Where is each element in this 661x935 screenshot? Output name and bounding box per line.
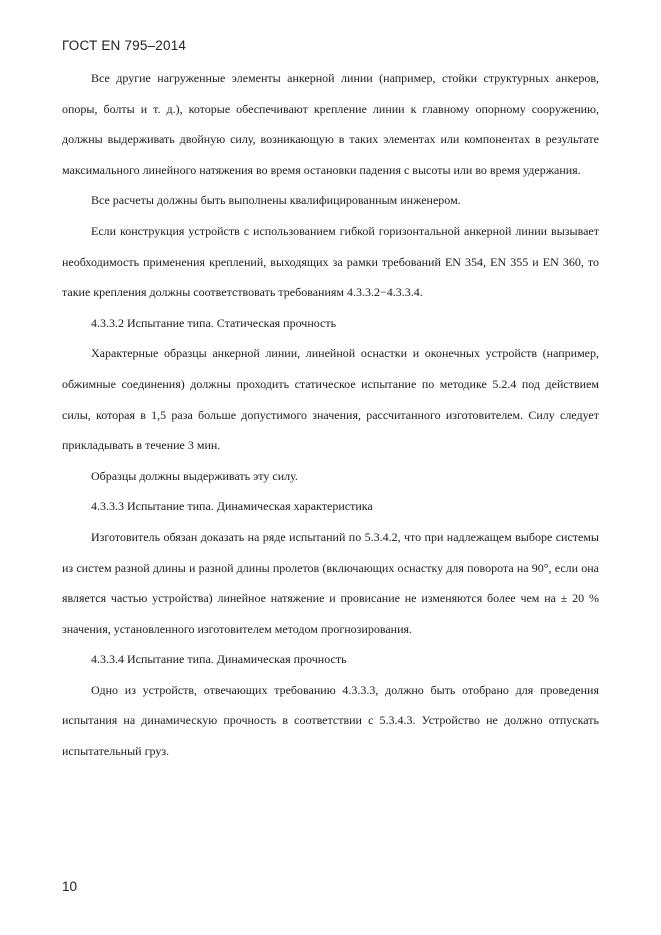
section-heading-4-3-3-4: 4.3.3.4 Испытание типа. Динамическая прочность: [91, 652, 347, 667]
paragraph-anchor-elements: Все другие нагруженные элементы анкерной линии (например, стойки структурных анкеров, опоры, болты и т. д.), которые обеспечивают крепление линии к главному опорному сооружению, должны выдерживать двойную силу, возникающую в таких элементах или компонентах в результате максимального линейного натяжения во время остановки падения с высоты или во время удержания.: [62, 71, 599, 177]
document-header: ГОСТ EN 795–2014: [62, 38, 187, 53]
paragraph-static-test: Характерные образцы анкерной линии, линейной оснастки и оконечных устройств (например, обжимные соединения) должны проходить статическое испытание по методике 5.2.4 под действием силы, которая в 1,5 раза больше допустимого значения, рассчитанного изготовителем. Силу следует прикладывать в течение 3 мин.: [62, 346, 599, 453]
paragraph-samples-withstand: Образцы должны выдерживать эту силу.: [91, 468, 298, 483]
paragraph-calculations: Все расчеты должны быть выполнены квалифицированным инженером.: [91, 193, 461, 208]
paragraph-dynamic-characteristic: Изготовитель обязан доказать на ряде испытаний по 5.3.4.2, что при надлежащем выборе системы из систем разной длины и разной длины пролетов (включающих оснастку для поворота на 90°, если она является частью устройства) линейное натяжение и провисание не изменяются более чем на ± 20 % значения, установленного изготовителем методом прогнозирования.: [62, 529, 599, 636]
page-number: 10: [62, 879, 78, 894]
document-body: [62, 63, 599, 767]
paragraph-flexible-line: Если конструкция устройств с использованием гибкой горизонтальной анкерной линии вызывает необходимость применения креплений, выходящих за рамки требований EN 354, EN 355 и EN 360, то такие крепления должны соответствовать требованиям 4.3.3.2−4.3.3.4.: [62, 223, 599, 300]
section-heading-4-3-3-2: 4.3.3.2 Испытание типа. Статическая прочность: [91, 315, 337, 330]
paragraph-dynamic-strength: Одно из устройств, отвечающих требованию 4.3.3.3, должно быть отобрано для проведения испытания на динамическую прочность в соответствии с 5.3.4.3. Устройство не должно отпускать испытательный груз.: [62, 682, 599, 759]
section-heading-4-3-3-3: 4.3.3.3 Испытание типа. Динамическая характеристика: [91, 499, 373, 514]
